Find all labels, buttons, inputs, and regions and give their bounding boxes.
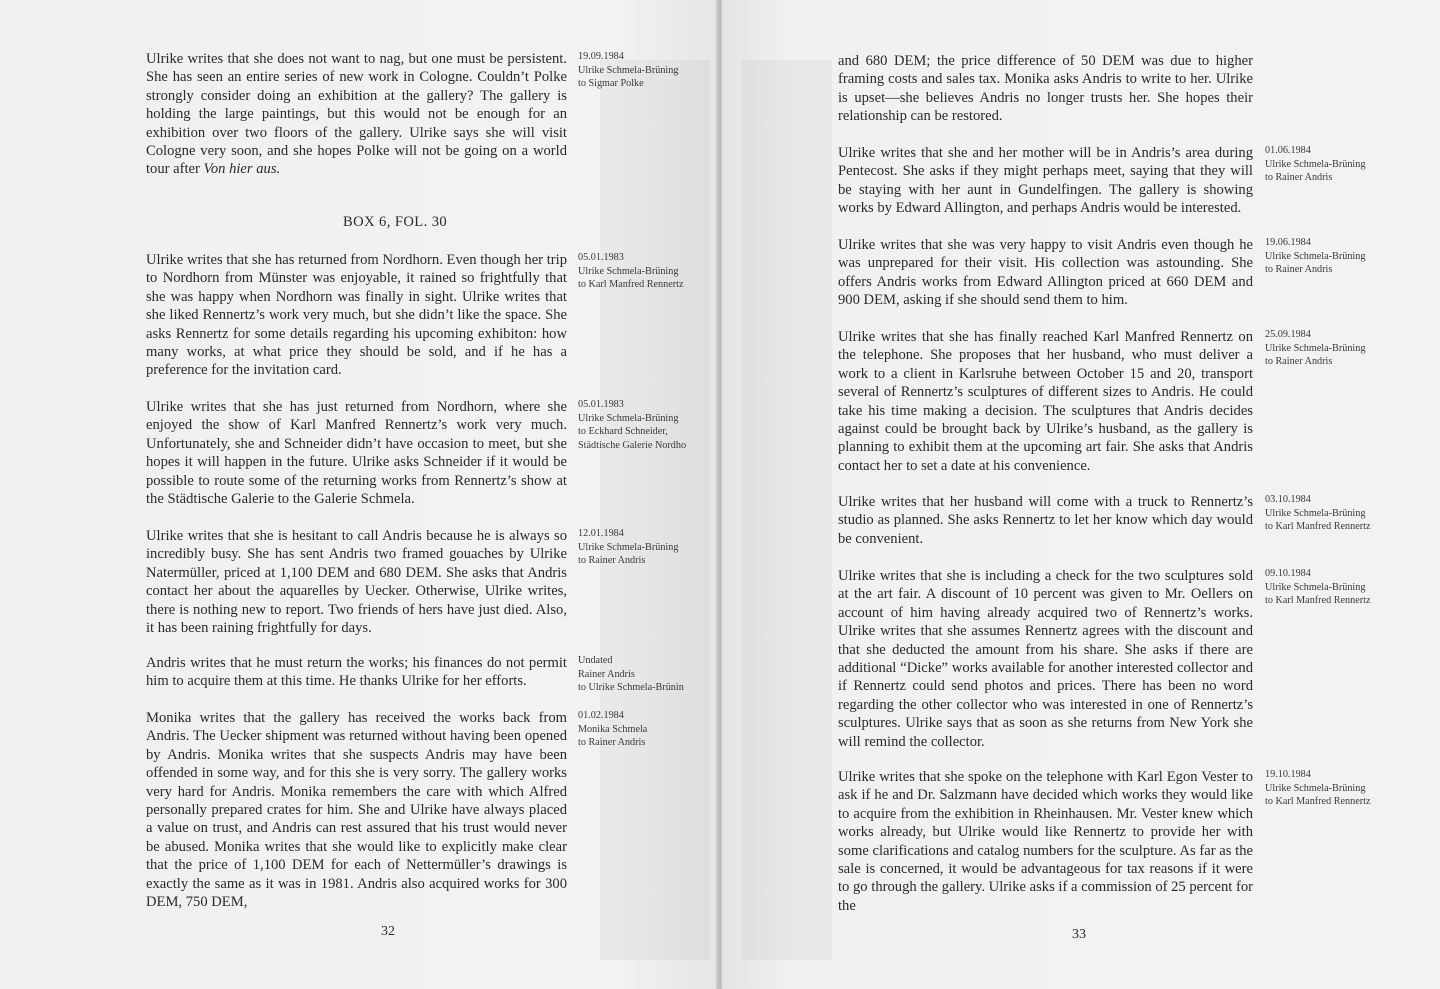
entry-sender: Ulrike Schmela-Brüning [578, 412, 679, 424]
entry-sender: Ulrike Schmela-Brüning [578, 265, 679, 277]
entry-body: Monika writes that the gallery has received the works back from Andris. The Uecker shipment was returned without having been opened by Andris. Monika writes that she suspects Andris may have been offended in some way, and for this she is very sorry. The gallery works very hard for Andris. Monika remembers the care with which Alfred personally prepared crates for him. She and Ulrike have always placed a value on trust, and Andris can rest assured that his trust would never be abused. Monika writes that she would like to explicitly make clear that the price of 1,100 DEM for each of Nettermüller’s drawings is exactly the same as it was in 1981. Andris also acquired works for 300 DEM, 750 DEM, [146, 710, 567, 911]
entry-date: 01.02.1984 [578, 710, 624, 721]
entry-recipient: to Rainer Andris [1265, 172, 1333, 184]
entry-date: Undated [578, 655, 613, 666]
entry-body: Ulrike writes that she does not want to nag, but one must be persistent. She has seen an entire series of new work in Cologne. Couldn’t Polke strongly consider doing an exhibition at the gallery? The gallery is holding the large paintings, but this would not be enough for an exhibition over two floors of the gallery. Ulrike says she will visit Cologne very soon, and she hopes Polke will not be going on a world tour after [146, 51, 567, 178]
right-page [722, 0, 1440, 989]
entry-sidenote [578, 398, 686, 452]
entry-recipient: to Karl Manfred Rennertz [1265, 796, 1371, 808]
entry-sidenote [578, 527, 678, 568]
entry-sender: Ulrike Schmela-Brüning [1265, 782, 1366, 794]
entry-sidenote [1265, 567, 1371, 608]
entry-date: 09.10.1984 [1265, 568, 1311, 579]
entry-date: 05.01.1983 [578, 252, 624, 263]
entry-recipient: to Rainer Andris [1265, 356, 1333, 368]
entry-sender: Ulrike Schmela-Brüning [1265, 342, 1366, 354]
entry-sender: Ulrike Schmela-Brüning [1265, 250, 1366, 262]
entry-body: Ulrike writes that she is including a check for the two sculptures sold at the art fair. A discount of 10 percent was given to Mr. Oellers on account of him having already acquired two of Rennertz’s works. Ulrike writes that she assumes Rennertz agrees with the discount and that she deducted the amount from his share. She asks if there are additional “Dicke” works available for another interested collector and if Rennertz could send photos and prices. There has been no word regarding the other collector who was interested in one of Rennertz’s sculptures. Ulrike says that as soon as she returns from New York she will remind the collector. [838, 568, 1253, 750]
entry-date: 01.06.1984 [1265, 145, 1311, 156]
exhibition-title: Von hier aus. [203, 161, 281, 178]
entry-recipient: to Karl Manfred Rennertz [1265, 521, 1371, 533]
entry-sidenote [578, 654, 684, 695]
bleed-through [600, 60, 710, 960]
box-heading: BOX 6, FOL. 30 [343, 214, 448, 230]
entry-sender: Ulrike Schmela-Brüning [1265, 507, 1366, 519]
entry-recipient: to Ulrike Schmela-Brünin [578, 682, 684, 694]
entry-sidenote [578, 709, 647, 750]
entry-sender: Monika Schmela [578, 723, 648, 735]
entry-recipient: to Karl Manfred Rennertz [1265, 595, 1371, 607]
entry-date: 03.10.1984 [1265, 494, 1311, 505]
entry-sidenote [1265, 328, 1365, 369]
entry-recipient: to Rainer Andris [578, 555, 646, 567]
entry-date: 12.01.1984 [578, 528, 624, 539]
entry-recipient: to Sigmar Polke [578, 78, 644, 90]
entry-sidenote [578, 50, 678, 91]
entry-date: 19.10.1984 [1265, 769, 1311, 780]
entry-body: Andris writes that he must return the works; his finances do not permit him to acquire them at this time. He thanks Ulrike for her efforts. [146, 655, 567, 690]
entry-sender: Ulrike Schmela-Brüning [1265, 158, 1366, 170]
bleed-through [742, 60, 832, 960]
entry-text [146, 50, 567, 179]
entry-sidenote [578, 251, 684, 292]
entry-body: Ulrike writes that she has just returned from Nordhorn, where she enjoyed the show of Karl Manfred Rennertz’s work very much. Unfortunately, she and Schneider didn’t have occasion to meet, but she hopes it will happen in the future. Ulrike asks Schneider if it would be possible to route some of the returning works from Rennertz’s show at the Städtische Galerie to the Galerie Schmela. [146, 399, 567, 508]
entry-body: Ulrike writes that she is hesitant to call Andris because he is always so incredibly busy. She has sent Andris two framed gouaches by Ulrike Natermüller, priced at 1,100 DEM and 680 DEM. She asks that Andris contact her about the aquarelles by Uecker. Otherwise, Ulrike writes, there is nothing new to report. Two friends of hers have just died. Also, it has been raining frightfully for days. [146, 528, 567, 637]
entry-recipient: to Rainer Andris [578, 737, 646, 749]
entry-sidenote [1265, 236, 1365, 277]
entry-body: Ulrike writes that she spoke on the telephone with Karl Egon Vester to ask if he and Dr. Salzmann have decided which works they would like to acquire from the exhibition in Rheinhausen. Mr. Vester knew which works already, but Ulrike would like Rennertz to provide her with some clarifications and catalog numbers for the sculpture. As far as the sale is concerned, it would be advantageous for tax reasons if it were to go through the gallery. Ulrike asks if a commission of 25 percent for the [838, 769, 1253, 914]
entry-body: Ulrike writes that she was very happy to visit Andris even though he was unprepared for their visit. His collection was astounding. She offers Andris works from Edward Allington priced at 660 DEM and 900 DEM, asking if she should send them to him. [838, 237, 1253, 309]
entry-recipient: to Rainer Andris [1265, 264, 1333, 276]
entry-date: 19.09.1984 [578, 51, 624, 62]
page-number: 32 [381, 924, 395, 939]
entry-body: Ulrike writes that she has finally reached Karl Manfred Rennertz on the telephone. She proposes that her husband, who must deliver a work to a client in Karlsruhe between October 15 and 20, transport several of Rennertz’s sculptures of different sizes to Andris. He could take his time making a decision. The sculptures that Andris decides against could be brought back by Ulrike’s husband, as the gallery is planning to exhibit them at the upcoming art fair. She asks that Andris contact her to set a date at his convenience. [838, 329, 1253, 474]
entry-body: Ulrike writes that she and her mother will be in Andris’s area during Pentecost. She asks if they might perhaps meet, saying that they will be staying with her aunt in Gundelfingen. The gallery is showing works by Edward Allington, and perhaps Andris would be interested. [838, 145, 1253, 217]
entry-sender: Ulrike Schmela-Brüning [578, 541, 679, 553]
entry-sidenote [1265, 493, 1371, 534]
entry-recipient: to Karl Manfred Rennertz [578, 279, 684, 291]
entry-body: and 680 DEM; the price difference of 50 DEM was due to higher framing costs and sales tax. Monika asks Andris to write to her. Ulrike is upset—she believes Andris no longer trusts her. She hopes their relationship can be restored. [838, 53, 1253, 125]
entry-recipient-institution: Städtische Galerie Nordho [578, 439, 687, 451]
entry-sender: Ulrike Schmela-Brüning [1265, 581, 1366, 593]
entry-body: Ulrike writes that she has returned from Nordhorn. Even though her trip to Nordhorn from Münster was enjoyable, it rained so frightfully that she was happy when Nordhorn was finally in sight. Ulrike writes that she liked Rennertz’s work very much, but she didn’t like the space. She asks Rennertz for some details regarding his upcoming exhibiton: how many works, at what price they should be sold, and if he has a preference for the invitation card. [146, 252, 567, 379]
entry-body: Ulrike writes that her husband will come with a truck to Rennertz’s studio as planned. She asks Rennertz to let her know which day would be convenient. [838, 494, 1253, 547]
entry-date: 19.06.1984 [1265, 237, 1311, 248]
entry-recipient: to Eckhard Schneider, [578, 426, 668, 438]
entry-sender: Rainer Andris [578, 668, 635, 680]
entry-sender: Ulrike Schmela-Brüning [578, 64, 679, 76]
entry-sidenote [1265, 144, 1365, 185]
page-number: 33 [1072, 927, 1086, 942]
entry-sidenote [1265, 768, 1371, 809]
left-page [0, 0, 718, 989]
entry-date: 05.01.1983 [578, 399, 624, 410]
entry-date: 25.09.1984 [1265, 329, 1311, 340]
